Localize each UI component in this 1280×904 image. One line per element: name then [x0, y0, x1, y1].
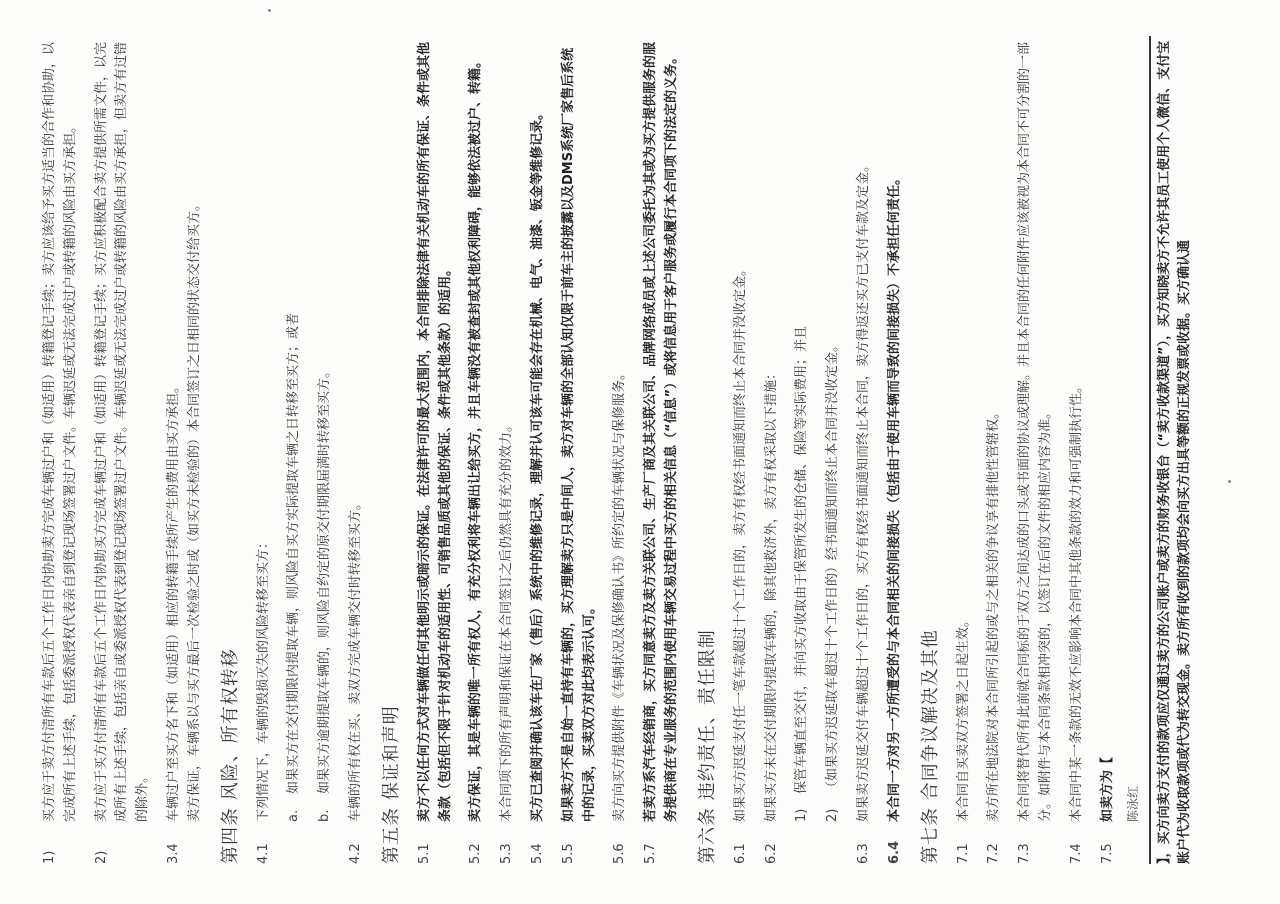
- clause-4-1-a: [284, 36, 305, 864]
- clause-number: 6.3: [855, 843, 871, 864]
- clause-4-2: [346, 36, 367, 864]
- clause-5-2: [466, 36, 487, 864]
- clause-4-1-b: [315, 36, 336, 864]
- clause-number: 1): [794, 808, 810, 822]
- clause-text: 买方已查阅并确认该车在厂家（售后）系统中的维修记录，理解并认可该车可能会存在机械、电气、油漆、钣金等维修记录。: [529, 106, 545, 822]
- clause-number: 1): [42, 850, 57, 864]
- clause-number: 7.2: [986, 843, 1002, 864]
- clause-number: 4.1: [255, 843, 271, 864]
- clause-number: 2): [93, 850, 109, 864]
- clause-7-5-continued: 】，买方向卖方支付的款项应仅通过卖方的公司账户或卖方的财务收银台（“卖方收款渠道”），买方知晓卖方不允许其员工使用个人微信、支付宝账户代为收取款项或代为转交现金。卖方所有收到的款项均会向买方出具等额的正规发票或收据。买方确认通: [1157, 40, 1192, 864]
- clause-text: 卖方向买方提供附件《车辆状况及保修确认书》所约定的车辆状况与保修服务。: [612, 366, 628, 822]
- clause-text: （如果买方迟延取车超过十个工作日的）经书面通知而终止本合同并没收定金。: [825, 338, 841, 794]
- clause-text: 下列情况下，车辆的毁损灭失的风险转移至买方：: [255, 535, 271, 822]
- clause-number: 3.4: [165, 843, 181, 864]
- clause-7-5: [1098, 36, 1119, 864]
- clause-number: a.: [286, 809, 302, 822]
- clause-6-2-1: [792, 36, 813, 864]
- clause-number: 7.1: [955, 843, 971, 864]
- clause-number: 5.2: [468, 843, 484, 864]
- clause-text: 如果买方未在交付期限内提取车辆的，除其他救济外，卖方有权采取以下措施：: [763, 366, 779, 822]
- clause-3-4-line-1: 车辆过户至买方名下和（如适用）相应的转籍手续所产生的费用由买方承担。: [165, 379, 181, 822]
- clause-text: 车辆的所有权在买、卖双方完成车辆交付时转移至买方。: [347, 496, 363, 822]
- clause-5-5: [559, 36, 601, 864]
- clause-text: [164, 36, 206, 822]
- clause-number: 7.4: [1068, 843, 1084, 864]
- clause-text: 卖方应于买方付清所有车款后五个工作日内协助买方完成车辆过户和（如适用）转籍登记手续；买方应积极配合卖方提供所需文件，以完成所有上述手续，包括亲自或委派授权代表到登记现场签署过户文件。车辆迟延或无法完成过户或转籍的风险由买方承担，但卖方有过错的除外。: [93, 41, 151, 822]
- clause-7-3: [1015, 36, 1057, 864]
- clause-6-4: [885, 36, 906, 864]
- clause-5-3: [497, 36, 518, 864]
- seller-name-handwritten: 陈泳红: [1126, 785, 1141, 822]
- clause-number: 5.7: [643, 843, 659, 864]
- clause-text: 如果卖方不是自始一直持有车辆的，买方理解卖方只是中间人，卖方对车辆的全部认知仅限于前车主的披露以及DMS系统厂家售后系统中的记录，买卖双方对此均表示认可。: [560, 47, 597, 822]
- clause-6-3: [854, 36, 875, 864]
- clause-6-2: [762, 36, 783, 864]
- clause-7-4: [1067, 36, 1088, 864]
- clause-4-1: [254, 36, 275, 864]
- clause-text: 本合同一方对另一方所遭受的与本合同相关的间接损失（包括由于使用车辆而导致的间接损失）不承担任何责任。: [886, 171, 902, 822]
- clause-text: 保管车辆直至交付，并向买方收取由于保管所发生的仓储、保险等实际费用；并且: [794, 325, 810, 794]
- clause-number: 6.2: [763, 843, 779, 864]
- clause-6-1: [731, 36, 752, 864]
- clause-3-4: [164, 36, 206, 864]
- clause-number: 4.2: [347, 843, 363, 864]
- clause-text: 本合同中某一条款的无效不应影响本合同中其他条款的效力和可强制执行性。: [1068, 379, 1084, 822]
- clause-number: b.: [317, 809, 333, 822]
- divider: [1149, 36, 1151, 864]
- clause-3-3-1: [40, 36, 82, 864]
- section-4-heading: 第四条 风险、所有权转移: [219, 648, 241, 864]
- clause-number: 5.3: [499, 843, 515, 864]
- clause-5-1: [415, 36, 457, 864]
- clause-text: 卖方保证，其是车辆的唯一所有权人，有充分权利将车辆出让给买方，并且车辆没有被查封或其他权利障碍，能够依法被过户、转籍。: [468, 54, 484, 822]
- clause-number: 5.6: [612, 843, 628, 864]
- section-5-heading: 第五条 保证和声明: [380, 705, 402, 864]
- clause-text: 若卖方系汽车经销商，买方同意卖方及卖方关联公司、生产厂商及其关联公司、品牌网络成员或上述公司委托为其或为买方提供服务的服务提供商在专业服务的范围内使用车辆交易过程中买方的相关信息（“信息”）或将信息用于客户服务或履行本合同项下的法定的义务。: [643, 41, 679, 822]
- clause-5-7: [641, 36, 683, 864]
- clause-number: 6.4: [886, 840, 902, 864]
- clause-text: 如果买方在交付期限内提取车辆，则风险自买方实际提取车辆之日转移至买方；或者: [286, 312, 302, 794]
- clause-5-6: [610, 36, 631, 864]
- clause-7-2: [984, 36, 1005, 864]
- clause-3-4-line-2: 卖方保证，车辆系以与买方最后一次检验之时或（如买方未检验的）本合同签订之日相同的状态交付给买方。: [186, 197, 202, 822]
- clause-text: 本合同将替代所有此前就合同标的于双方之间达成的口头或书面的协议或理解。并且本合同的任何附件应该被视为本合同不可分割的一部分。如附件与本合同条款相冲突的，以签订在后的文件的相应内容为准。: [1017, 41, 1053, 822]
- clause-text: 本合同项下的所有声明和保证在本合同签订之后仍然具有充分的效力。: [499, 418, 515, 822]
- clause-text: 如果买方迟延支付任一笔车款超过十个工作日的，卖方有权经书面通知而终止本合同并没收定金。: [732, 262, 748, 822]
- clause-3-3-2: [92, 36, 154, 864]
- clause-number: 7.5: [1099, 843, 1115, 864]
- clause-number: 2): [825, 808, 841, 822]
- clause-text: 买方应于卖方付清所有车款后五个工作日内协助卖方完成车辆过户和（如适用）转籍登记手续；卖方应该给予买方适当的合作和协助，以完成所有上述手续，包括委派授权代表亲自到登记现场签署过户文件。车辆迟延或无法完成过户或转籍的风险由买方承担。: [42, 41, 78, 822]
- clause-text: 如果卖方迟延交付车辆超过十个工作日的，买方有权经书面通知而终止本合同，卖方得返还买方已支付车款及定金。: [855, 158, 871, 822]
- clause-text: 卖方所在地法院对本合同所引起的或与之相关的争议享有排他性管辖权。: [986, 405, 1002, 822]
- section-7-heading: 第七条 合同争议解决及其他: [919, 629, 941, 864]
- clause-text: 如果买方逾期提取车辆的，则风险自约定的原交付期限届满时转移至买方。: [317, 364, 333, 794]
- clause-text: 如卖方为【: [1099, 756, 1115, 822]
- clause-5-4: [528, 36, 549, 864]
- clause-number: 5.5: [560, 843, 576, 864]
- clause-number: 5.4: [529, 843, 545, 864]
- clause-number: 5.1: [416, 843, 432, 864]
- section-6-heading: 第六条 违约责任、责任限制: [696, 629, 718, 864]
- clause-7-1: [954, 36, 975, 864]
- clause-text: 卖方不以任何方式对车辆做任何其他明示或暗示的保证。在法律许可的最大范围内，本合同排除法律有关机动车的所有保证、条件或其他条款（包括但不限于针对机动车的适用性、可销售品质或其他的保证、条件或其他条款）的适用。: [416, 41, 453, 822]
- clause-number: 6.1: [732, 843, 748, 864]
- clause-number: 7.3: [1017, 843, 1033, 864]
- clause-6-2-2: [823, 36, 844, 864]
- clause-text: 本合同自买卖双方签署之日起生效。: [955, 613, 971, 822]
